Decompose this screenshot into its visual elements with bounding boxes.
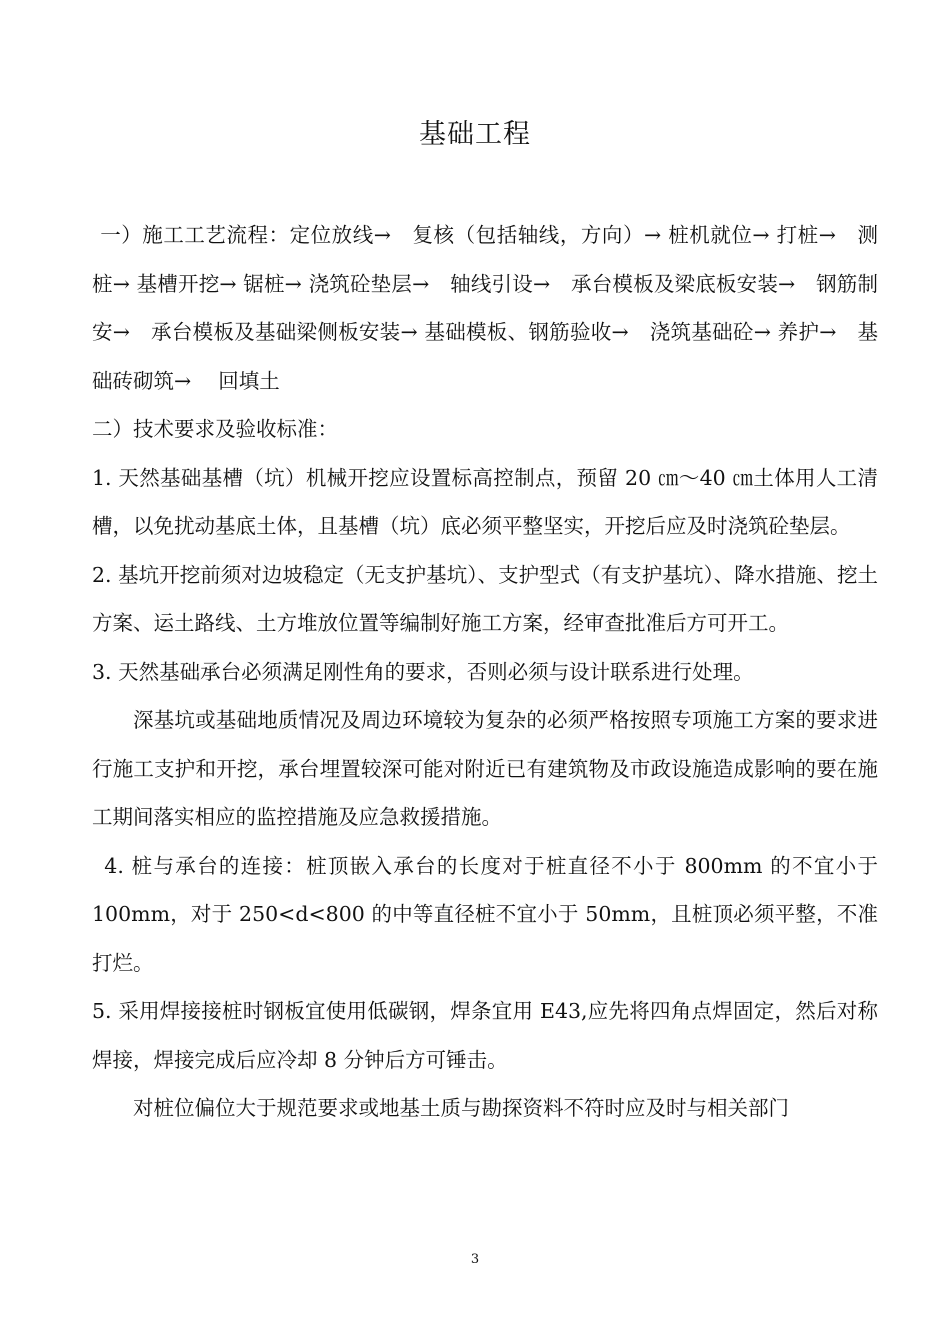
paragraph-item-2: 2. 基坑开挖前须对边坡稳定（无支护基坑）、支护型式（有支护基坑）、降水措施、挖土方案、运土路线、土方堆放位置等编制好施工方案，经审查批准后方可开工。 [92, 562, 878, 635]
paragraph-item-4: 4. 桩与承台的连接：桩顶嵌入承台的长度对于桩直径不小于 800mm 的不宜小于100mm，对于 250<d<800 的中等直径桩不宜小于 50mm，且桩顶必须平整，不准打烂。 [92, 853, 878, 975]
paragraph-process-flow: 一）施工工艺流程：定位放线→ 复核（包括轴线，方向）→ 桩机就位→ 打桩→ 测桩→ 基槽开挖→ 锯桩→ 浇筑砼垫层→ 轴线引设→ 承台模板及梁底板安装→ 钢筋制安→ 承台模板及基础梁侧板安装→ 基础模板、钢筋验收→ 浇筑基础砼→ 养护→ 基础砖砌筑→ 回填土 [92, 223, 878, 393]
paragraph-item-3: 3. 天然基础承台必须满足刚性角的要求，否则必须与设计联系进行处理。 [92, 659, 754, 684]
paragraph-item-5: 5. 采用焊接接桩时钢板宜使用低碳钢，焊条宜用 E43,应先将四角点焊固定，然后对称焊接，焊接完成后应冷却 8 分钟后方可锤击。 [92, 999, 878, 1072]
paragraph-pile-offset: 对桩位偏位大于规范要求或地基土质与勘探资料不符时应及时与相关部门 [133, 1096, 789, 1120]
paragraph-item-1: 1. 天然基础基槽（坑）机械开挖应设置标高控制点，预留 20 ㎝～40 ㎝土体用人工清槽，以免扰动基底土体，且基槽（坑）底必须平整坚实，开挖后应及时浇筑砼垫层。 [92, 465, 878, 538]
page-number: 3 [470, 1252, 480, 1267]
body-text [92, 211, 878, 1133]
paragraph-technical-requirements-heading: 二）技术要求及验收标准： [92, 417, 338, 441]
page-title: 基础工程 [419, 119, 531, 150]
paragraph-deep-pit: 深基坑或基础地质情况及周边环境较为复杂的必须严格按照专项施工方案的要求进行施工支护和开挖，承台埋置较深可能对附近已有建筑物及市政设施造成影响的要在施工期间落实相应的监控措施及应急救援措施。 [92, 708, 878, 829]
